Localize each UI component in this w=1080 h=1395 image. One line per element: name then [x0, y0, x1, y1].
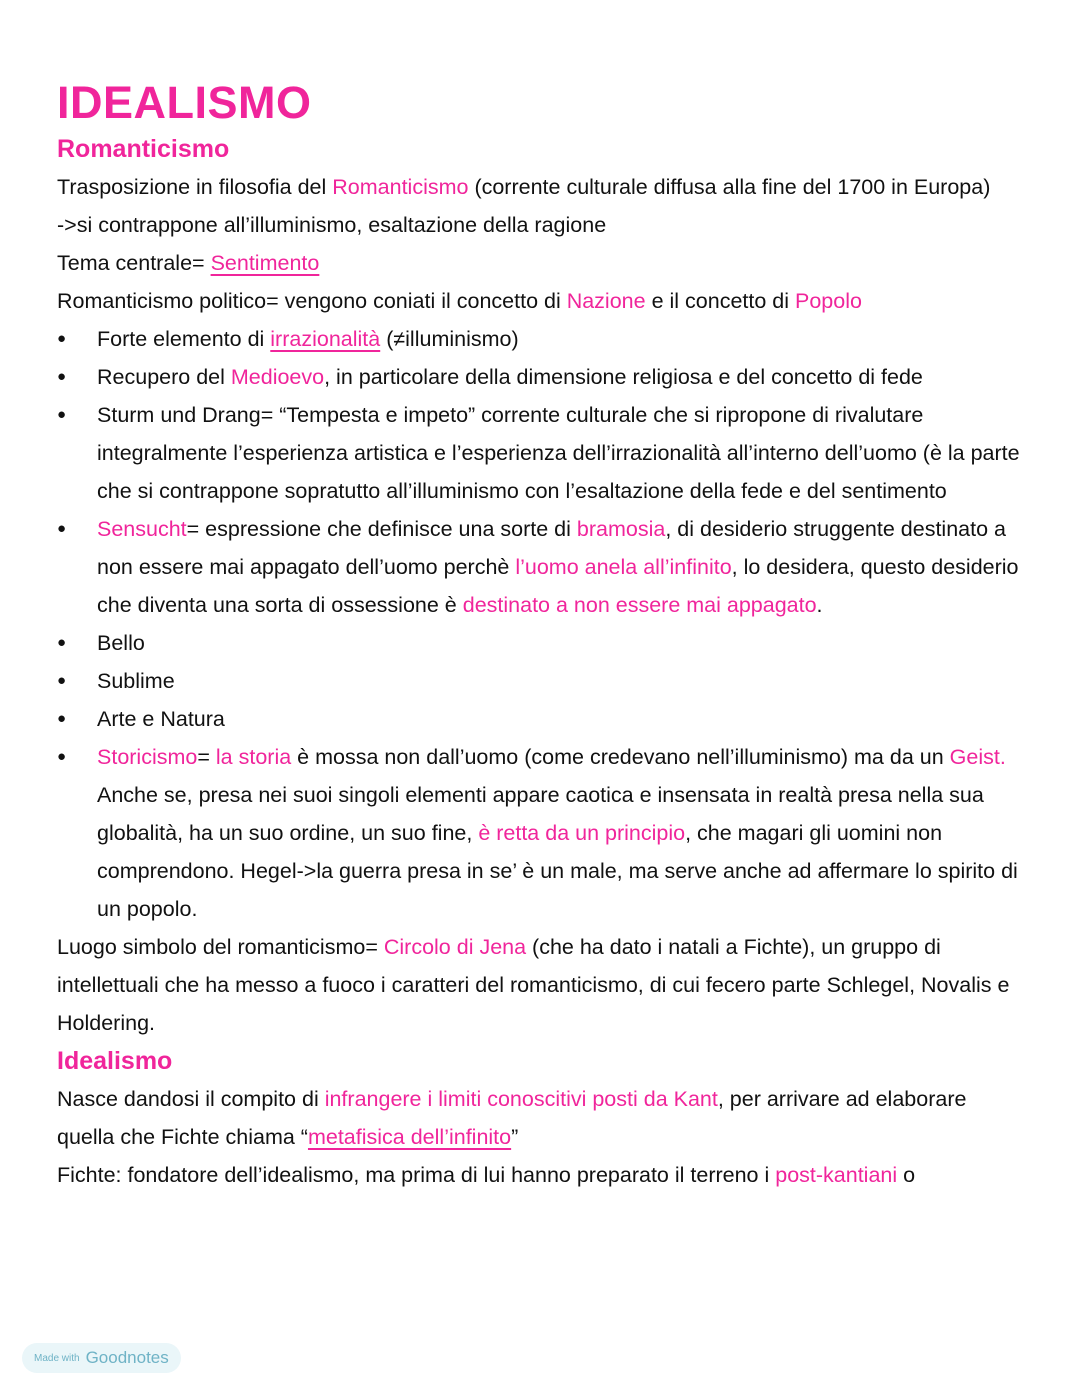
text-span: è mossa non dall’uomo (come credevano nell’illuminismo) ma da un	[291, 745, 950, 769]
text-span: Sturm und Drang= “Tempesta e impeto” corrente culturale che si ripropone di rivalutare integralmente l’esperienza artistica e l’esperienza dell’irrazionalità all’interno dell’uomo (è la parte che si contrappone sopratutto all’illuminismo con l’esaltazione della fede e del sentimento	[97, 403, 1020, 503]
highlighted-text: è retta da un principio	[478, 821, 686, 845]
text-span: Nasce dandosi il compito di	[57, 1087, 325, 1111]
highlighted-text: Romanticismo	[332, 175, 469, 199]
text-span: (≠illuminismo)	[380, 327, 519, 351]
text-span: .	[816, 593, 823, 617]
document-body	[57, 130, 1022, 1194]
section-heading: Idealismo	[57, 1047, 173, 1075]
list-item	[57, 700, 1022, 738]
list-item	[57, 320, 1022, 358]
highlighted-text: Circolo di Jena	[383, 935, 527, 959]
text-span: , che magari gli uomini non comprendono. Hegel->la guerra presa in se’ è un male, ma serve anche ad affermare lo spirito di un popolo.	[97, 821, 1018, 921]
text-span: e il concetto di	[645, 289, 795, 313]
text-span: Bello	[97, 631, 145, 655]
paragraph	[57, 244, 1022, 282]
section-heading: Romanticismo	[57, 135, 230, 163]
list-item	[57, 662, 1022, 700]
highlighted-text: la storia	[215, 745, 292, 769]
list-item	[57, 738, 1022, 928]
highlighted-text: Geist.	[949, 745, 1006, 769]
text-span: Trasposizione in filosofia del	[57, 175, 333, 199]
list-item	[57, 624, 1022, 662]
paragraph	[57, 1156, 1022, 1194]
badge-prefix: Made with	[34, 1352, 80, 1364]
text-span: Anche se, presa nei suoi singoli elementi appare caotica e insensata in realtà presa nella sua globalità, ha un suo ordine, un suo fine,	[97, 783, 984, 845]
text-span: (corrente culturale diffusa alla fine del 1700 in Europa)	[468, 175, 991, 199]
highlighted-text: post-kantiani	[775, 1163, 898, 1187]
paragraph	[57, 282, 1022, 320]
highlighted-text: infrangere i limiti conoscitivi posti da Kant	[324, 1087, 718, 1111]
text-span: Sublime	[97, 669, 175, 693]
text-span: , per arrivare ad elaborare quella che Fichte chiama “	[57, 1087, 967, 1149]
text-span: Arte e Natura	[97, 707, 225, 731]
text-span: (che ha dato i natali a Fichte), un gruppo di intellettuali che ha messo a fuoco i caratteri del romanticismo, di cui fecero parte Schlegel, Novalis e Holdering.	[57, 935, 1010, 1035]
paragraph	[57, 168, 1022, 206]
paragraph	[57, 928, 1022, 1042]
highlighted-text: Medioevo	[230, 365, 325, 389]
page-title: IDEALISMO	[57, 77, 312, 128]
list-item	[57, 396, 1022, 510]
text-span: Forte elemento di	[97, 327, 271, 351]
paragraph	[57, 1080, 1022, 1156]
text-span: o	[897, 1163, 916, 1187]
text-span: Romanticismo politico= vengono coniati il concetto di	[57, 289, 567, 313]
badge-brand: Goodnotes	[85, 1348, 169, 1367]
text-span: ”	[511, 1125, 519, 1149]
paragraph	[57, 206, 1022, 244]
text-span: Tema centrale=	[57, 251, 211, 275]
highlighted-text: Popolo	[794, 289, 862, 313]
highlighted-text: l’uomo anela all’infinito	[515, 555, 732, 579]
list-item	[57, 510, 1022, 624]
document-page	[57, 76, 1022, 1194]
bullet-list	[57, 320, 1022, 928]
highlighted-text: Sensucht	[97, 517, 187, 541]
text-span: , lo desidera, questo desiderio che diventa una sorta di ossessione è	[97, 555, 1019, 617]
underlined-highlight: metafisica dell’infinito	[307, 1125, 512, 1149]
text-span: ->si contrappone all’illuminismo, esaltazione della ragione	[57, 213, 607, 237]
text-span: , di desiderio struggente destinato a non essere mai appagato dell’uomo perchè	[97, 517, 1006, 579]
text-span: , in particolare della dimensione religiosa e del concetto di fede	[324, 365, 923, 389]
underlined-highlight: Sentimento	[210, 251, 320, 275]
highlighted-text: Nazione	[566, 289, 646, 313]
made-with-goodnotes-badge[interactable]	[22, 1343, 181, 1373]
highlighted-text: destinato a non essere mai appagato	[462, 593, 817, 617]
highlighted-text: Storicismo	[97, 745, 198, 769]
text-span: Luogo simbolo del romanticismo=	[57, 935, 384, 959]
underlined-highlight: irrazionalità	[270, 327, 381, 351]
text-span: Recupero del	[97, 365, 231, 389]
list-item	[57, 358, 1022, 396]
text-span: Fichte: fondatore dell’idealismo, ma prima di lui hanno preparato il terreno i	[57, 1163, 776, 1187]
highlighted-text: bramosia	[576, 517, 666, 541]
text-span: =	[197, 745, 216, 769]
text-span: = espressione che definisce una sorte di	[186, 517, 577, 541]
